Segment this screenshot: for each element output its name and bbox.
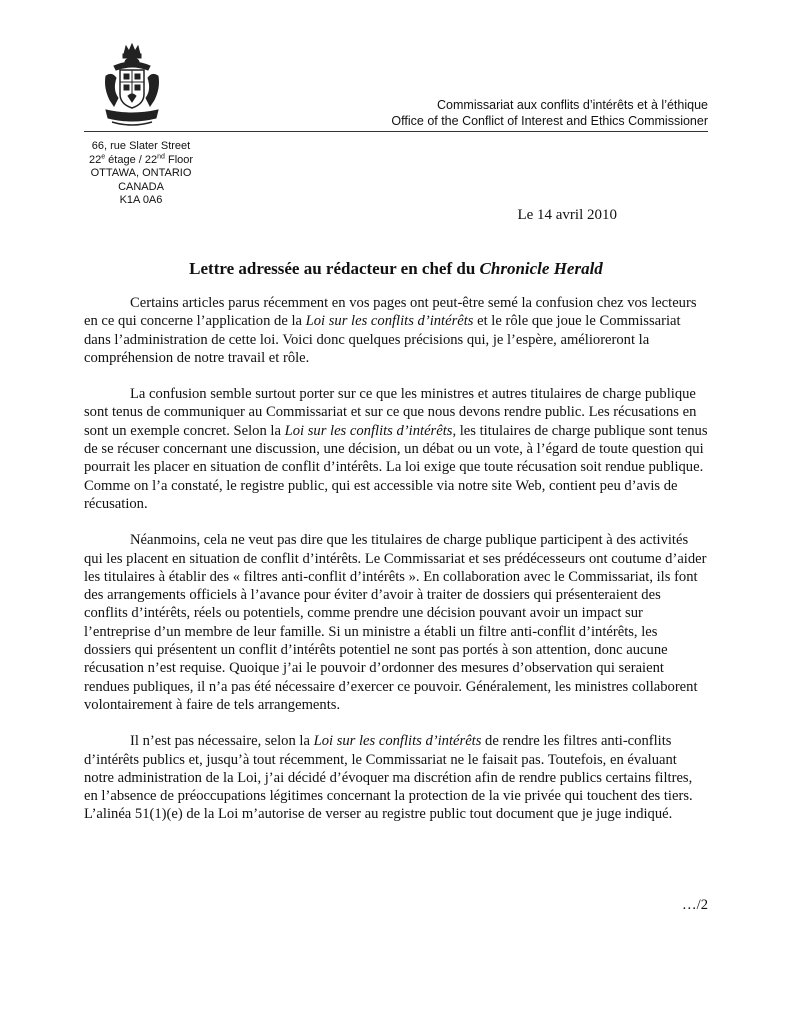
- paragraph-2-text-b: , les titulaires de charge publique sont tenus de se récuser concernant une discussion, une décision, un débat ou un vote, à l’égard de toute question qui pourrait les placer en situation de conflit d’intérêts. La loi exige que toute récusation soit rendue publique. Comme on l’a constaté, le registre public, qui est accessible via notre site Web, contient peu d’avis de récusation.: [84, 422, 708, 512]
- paragraph-4-text-a: Il n’est pas nécessaire, selon la: [130, 733, 314, 750]
- paragraph-1-text-b: et le rôle que joue le Commissariat dans l’administration de cette loi. Voici donc quelques précisions qui, je l’espère, amélioreront la compréhension de notre travail et rôle.: [84, 313, 681, 366]
- letter-body: [84, 294, 708, 842]
- paragraph-3: Néanmoins, cela ne veut pas dire que les titulaires de charge publique participent à des activités qui les placent en situation de conflit d’intérêts. Le Commissariat et ses prédécesseurs ont coutume d’aider les titulaires à établir des « filtres anti-conflit d’intérêts ». En collaboration avec le Commissariat, ils font des arrangements officiels à l’avance pour éviter d’avoir à traiter de dossiers qui présenteraient des conflits d’intérêts, réels ou potentiels, comme prendre une décision pouvant avoir un impact sur l’entreprise d’un membre de leur famille. Si un ministre a établi un filtre anti-conflit d’intérêts, les dossiers qui présentent un conflit d’intérêts potentiel ne sont pas portés à son attention, donc aucune récusation n’est requise. Quoique j’ai le pouvoir d’ordonner des mesures d’observation qui seraient rendues publiques, il n’a pas été nécessaire d’exercer ce pouvoir. Généralement, les ministres collaborent volontairement à faire de tels arrangements.: [84, 532, 707, 713]
- page-continuation: …/2: [682, 897, 708, 913]
- floor-suffix-en: nd: [157, 152, 165, 160]
- header-divider: [84, 131, 708, 132]
- floor-word-en: Floor: [164, 153, 194, 166]
- paragraph-2: [84, 385, 708, 513]
- address-postal-code: K1A 0A6: [119, 194, 163, 207]
- organization-header: [300, 97, 708, 129]
- floor-word-fr: étage /: [105, 153, 145, 166]
- address-street: 66, rue Slater Street: [91, 140, 191, 152]
- coat-of-arms-logo: [100, 42, 164, 128]
- law-title: Loi sur les conflits d’intérêts: [313, 733, 482, 750]
- paragraph-1: [84, 294, 708, 367]
- paragraph-1-text-a: Certains articles parus récemment en vos pages ont peut-être semé la confusion chez vos lecteurs en ce qui concerne l’application de la: [84, 295, 697, 330]
- address-floor: [76, 154, 206, 168]
- law-title: Loi sur les conflits d’intérêts: [284, 422, 453, 439]
- letter-date: Le 14 avril 2010: [517, 207, 617, 223]
- floor-number-en: 22: [144, 153, 158, 166]
- address-city: OTTAWA, ONTARIO: [90, 167, 192, 180]
- organization-name-french: Commissariat aux conflits d’intérêts et à l’éthique: [437, 98, 708, 112]
- letter-title: [84, 259, 708, 279]
- organization-name-english: Office of the Conflict of Interest and Ethics Commissioner: [391, 114, 708, 128]
- paragraph-4: [84, 732, 708, 823]
- paragraph-4-text-b: de rendre les filtres anti-conflits d’intérêts publics et, jusqu’à tout récemment, le Commissariat ne le faisait pas. Toutefois, en évaluant notre administration de la Loi, j’ai décidé d’évoquer ma discrétion afin de rendre publics certains filtres, en l’absence de préoccupations légitimes concernant la protection de la vie privée qui touchent des tiers. L’alinéa 51(1)(e) de la Loi m’autorise de verser au registre public tout document que je juge indiqué.: [84, 733, 693, 823]
- paragraph-2-text-a: La confusion semble surtout porter sur ce que les ministres et autres titulaires de charge publique sont tenus de communiquer au Commissariat et sur ce que nous devons rendre public. Les récusations en sont un exemple concret. Selon la: [84, 386, 697, 439]
- office-address: [76, 140, 206, 208]
- title-prefix: Lettre adressée au rédacteur en chef du: [189, 259, 480, 278]
- floor-number-fr: 22: [88, 153, 102, 166]
- address-country: CANADA: [118, 180, 164, 193]
- floor-suffix-fr: e: [101, 152, 106, 160]
- law-title: Loi sur les conflits d’intérêts: [305, 313, 474, 330]
- publication-name: Chronicle Herald: [479, 259, 603, 278]
